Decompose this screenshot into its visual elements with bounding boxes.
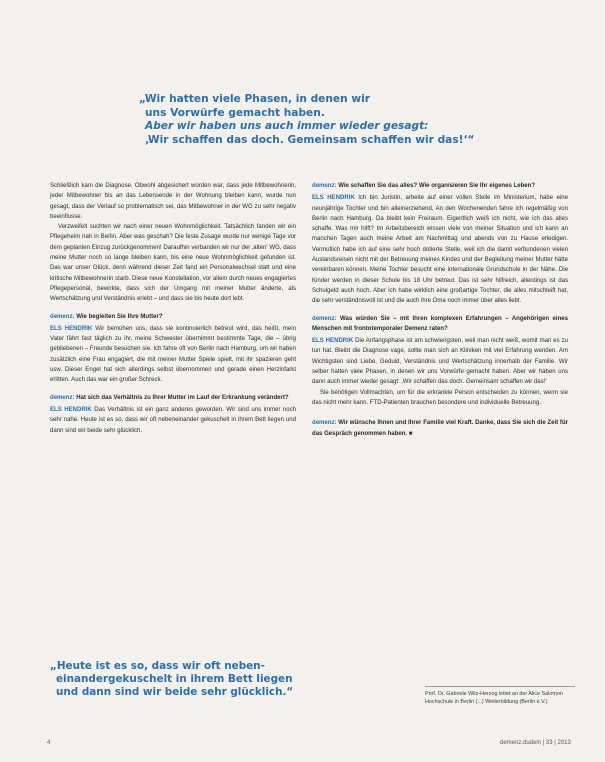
question-text: Wie schaffen Sie das alles? Wie organisieren Sie Ihr eigenes Leben? — [338, 183, 536, 189]
answer-text: Das Verhältnis ist ein ganz anderes geworden. Wir sind uns immer noch sehr nahe. Heute ist es so, dass wir oft nebeneinander gekuschelt in ihrem Bett liegen und dann sind wir beide sehr glücklich. — [50, 406, 296, 434]
pull-quote-line: und dann sind wir beide sehr glücklich.“ — [56, 686, 294, 699]
pull-quote-line: „Wir hatten viele Phasen, in denen wir — [139, 93, 370, 105]
question-label: demenz: — [312, 315, 337, 322]
interview-answer — [312, 336, 568, 387]
closing-text: Wir wünsche Ihnen und Ihrer Familie viel Kraft. Danke, dass Sie sich die Zeit für das Gespräch genommen haben. ■ — [312, 420, 568, 437]
answer-text: Die Anfangsphase ist am schwierigsten, weil man nicht weiß, womit man es zu tun hat. Bleibt die Diagnose vage, sollte man sich an Kliniken mit viel Erfahrung wenden. Am Wichtigsten sind Liebe, Geduld, Verständnis und Wertschätzung innerhalb der Familie. Wir selber hatten viele Phasen, in denen wir uns Vorwürfe gemacht haben. Aber wir haben uns dann auch immer wieder gesagt: ‚Wir schaffen das doch. Gemeinsam schaffen wir das!‘ — [312, 338, 568, 386]
answer-text: Ich bin Juristin, arbeite auf einer vollen Stelle im Ministerium, habe eine neunjährige Tochter und bin alleinerziehend. An den Wochenenden fahre ich regelmäßig von Berlin nach Hamburg. Da bleibt kein Freiraum. Eigentlich weiß ich nicht, wie ich das alles schaffe. Was mir hilft? Im Arbeitsbereich wissen viele von meiner Situation und ich kann an manchen Tagen auch meine Arbeit am Nachmittag und abends von zu Hause erledigen. Vermutlich habe ich auf eine sehr hoch dotierte Stelle, weil ich die damit verbundenen vielen Auslandsreisen nicht mit der Betreuung meines Kindes und der Begleitung meiner Mutter hätte vereinbaren können. Meine Tochter besucht eine internationale Grundschule in der Nähe. Die Kinder werden in dieser Schule bis 18 Uhr betreut. Das ist sehr hilfreich, allerdings ist das Schulgeld auch hoch. Aber ich habe wirklich eine großartige Tochter, die alles mitschleift hat, die sehr verständnisvoll ist und die auch ihre Oma noch immer über alles liebt. — [312, 195, 568, 305]
answer-speaker: ELS HENDRIK — [50, 406, 92, 413]
answer-text: Wir bemühen uns, dass sie kontinuierlich betreut wird, das heißt, mein Vater fährt fast täglich zu ihr, meine Schwester übernimmt bestimmte Tage, die – übrig gebliebenen – Freunde besuchen sie. Ich fahre oft von Berlin nach Hamburg, um wir haben zusätzlich eine Frau engagiert, die mit meiner Mutter Spiele spielt, mit ihr spazieren geht usw. Dieser Engel hat sich allerdings selbst übernommen und gerade einen Herzinfarkt erlitten. Auch das war ein großer Schreck. — [50, 325, 296, 384]
question-text: Wie begleiten Sie Ihre Mutter? — [76, 313, 163, 320]
interview-answer — [50, 405, 296, 436]
interview-question — [312, 314, 568, 335]
pull-quote-line: Aber wir haben uns auch immer wieder gesagt: — [145, 120, 429, 133]
footer-issue: demenz.dudeln | 33 | 2013 — [500, 740, 571, 746]
left-column — [50, 181, 296, 436]
body-paragraph: Verzweifelt suchten wir nach einer neuen Wohnmöglichkeit. Tatsächlich fanden wir ein Pflegeheim nah in Berlin. Aber was geschah? Die feste Zusage wurde nur wenige Tage vor dem geplanten Einzug zurückgenommen! Daraufhin verbanden wir nur der ‚alten‘ WG, dass meine Mutter noch so lange bleiben kann, bis eine neue Wohnmöglichkeit gefunden ist. Das war unser Glück, denn während dieser Zeit fand ein Personalwechsel statt und eine kritische Mitbewohnerin starb. Diese neue Konstellation, vor allem durch neues engagiertes Pflegepersonal, bewirkte, dass sich der Umgang mit meiner Mutter änderte, als Wertschätzung und Verständnis erlebt – und dass sie bis heute dort lebt. — [50, 224, 296, 303]
closing-label: demenz: — [312, 420, 337, 427]
answer-speaker: ELS HENDRIK — [50, 325, 93, 332]
question-label: demenz: — [50, 394, 75, 401]
answer-speaker: ELS HENDRIK — [312, 195, 355, 202]
pull-quote-line: ‚Wir schaffen das doch. Gemeinsam schaffen wir das!‘“ — [145, 133, 475, 146]
pull-quote-line: uns Vorwürfe gemacht haben. — [145, 106, 325, 119]
pull-quote-line: einandergekuschelt in ihrem Bett liegen — [56, 673, 293, 686]
pull-quote-bottom — [50, 660, 294, 700]
question-text: Hat sich das Verhältnis zu Ihrer Mutter im Lauf der Erkrankung verändert? — [76, 394, 289, 401]
interview-answer — [312, 193, 568, 306]
answer-speaker: ELS HENDRIK — [312, 338, 354, 345]
page-number: 4 — [47, 740, 51, 746]
author-info-box: Prof. Dr. Gabriele Wilz-Herzog leitet an der Alice Salomon Hochschule in Berlin (...) Weiterbildung (Berlin e.V.) — [425, 686, 575, 706]
question-label: demenz: — [50, 313, 75, 320]
interview-question — [312, 181, 568, 191]
question-text: Was würden Sie – mit Ihren komplexen Erfahrungen – Angehörigen eines Menschen mit frontotemporaler Demenz raten? — [312, 315, 568, 332]
closing-remark — [312, 418, 568, 439]
interview-question — [50, 393, 296, 403]
body-paragraph: Sie benötigen Vollmachten, um für die erkrankte Person entscheiden zu können, wenn sie das nicht mehr kann. FTD-Patienten brauchen besondere und individuelle Betreuung. — [312, 389, 568, 406]
interview-question — [50, 312, 296, 322]
question-label: demenz: — [312, 183, 337, 189]
pull-quote-top — [139, 93, 475, 147]
pull-quote-line: „Heute ist es so, dass wir oft neben- — [50, 660, 265, 672]
interview-answer — [50, 324, 296, 386]
body-paragraph: Schließlich kam die Diagnose. Obwohl abgesichert worden war, dass jede Mitbewohnerin, jeder Mitbewohner bis an das Lebensende in der Wohnung bleiben kann, wurde nun gesagt, dass der Verlauf so problematisch sei, das Mitbewohner in der WG zu sehr negativ beeinflusse. — [50, 183, 296, 220]
right-column — [312, 181, 568, 439]
